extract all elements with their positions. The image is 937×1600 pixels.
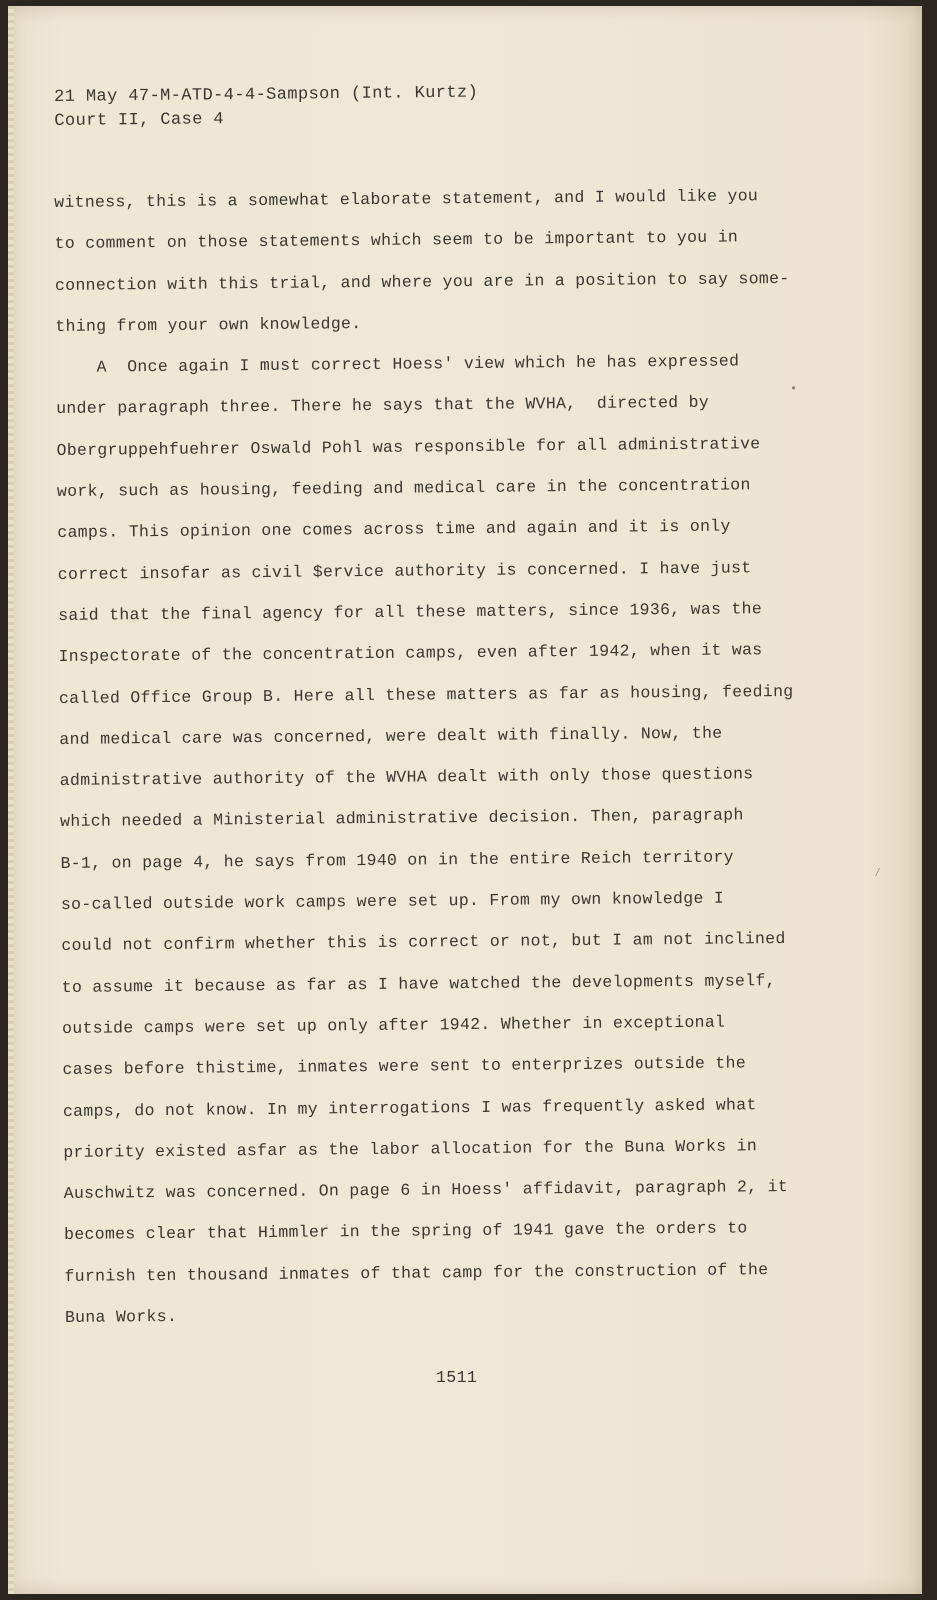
text-line: correct insofar as civil $ervice authority is concerned. I have just (57, 557, 752, 584)
page-number: 1511 (436, 1368, 478, 1387)
text-line: and medical care was concerned, were dealt with finally. Now, the (59, 723, 723, 749)
header-line-1: 21 May 47-M-ATD-4-4-Sampson (Int. Kurtz) (54, 83, 479, 107)
text-line: priority existed asfar as the labor allocation for the Buna Works in (63, 1136, 758, 1162)
text-line: could not confirm whether this is correct or not, but I am not inclined (61, 929, 786, 956)
transcript-body (54, 175, 825, 1339)
text-line: under paragraph three. There he says that the WVHA, directed by (56, 393, 710, 419)
text-line: B-1, on page 4, he says from 1940 on in the entire Reich territory (60, 847, 734, 873)
text-line: administrative authority of the WVHA dealt with only those questions (59, 764, 754, 791)
text-line: becomes clear that Himmler in the spring of 1941 gave the orders to (64, 1218, 748, 1245)
header-line-2: Court II, Case 4 (54, 110, 225, 131)
text-line: furnish ten thousand inmates of that camp for the construction of the (64, 1259, 769, 1286)
text-line: to assume it because as far as I have watched the developments myself, (61, 970, 776, 997)
text-line: called Office Group B. Here all these matters as far as housing, feeding (58, 681, 794, 708)
text-line: connection with this trial, and where you are in a position to say some- (54, 268, 790, 295)
document-page (8, 6, 922, 1594)
text-line: thing from your own knowledge. (55, 313, 362, 336)
text-line: work, such as housing, feeding and medical care in the concentration (56, 475, 751, 502)
text-line: Buna Works. (64, 1306, 178, 1327)
text-line: which needed a Ministerial administrative decision. Then, paragraph (60, 805, 744, 832)
text-line: said that the final agency for all these matters, since 1936, was the (58, 599, 763, 625)
text-line: Inspectorate of the concentration camps, even after 1942, when it was (58, 640, 763, 667)
text-line: Obergruppehfuehrer Oswald Pohl was responsible for all administrative (56, 434, 761, 460)
text-line: camps. This opinion one comes across time and again and it is only (57, 516, 731, 543)
text-line: A Once again I must correct Hoess' view which he has expressed (55, 351, 740, 378)
text-line: outside camps were set up only after 1942. Whether in exceptional (62, 1012, 726, 1038)
text-line: witness, this is a somewhat elaborate statement, and I would like you (54, 186, 759, 212)
text-line: cases before thistime, inmates were sent to enterprizes outside the (62, 1053, 747, 1080)
text-line: to comment on those statements which seem to be important to you in (54, 227, 739, 254)
text-line: so-called outside work camps were set up. From my own knowledge I (60, 888, 725, 915)
paper-speck: ⁄ (874, 866, 882, 880)
text-line: camps, do not know. In my interrogations I was frequently asked what (62, 1094, 757, 1121)
document-header (54, 82, 479, 134)
text-line: Auschwitz was concerned. On page 6 in Hoess' affidavit, paragraph 2, it (63, 1177, 789, 1204)
paper-speck: • (790, 382, 798, 396)
